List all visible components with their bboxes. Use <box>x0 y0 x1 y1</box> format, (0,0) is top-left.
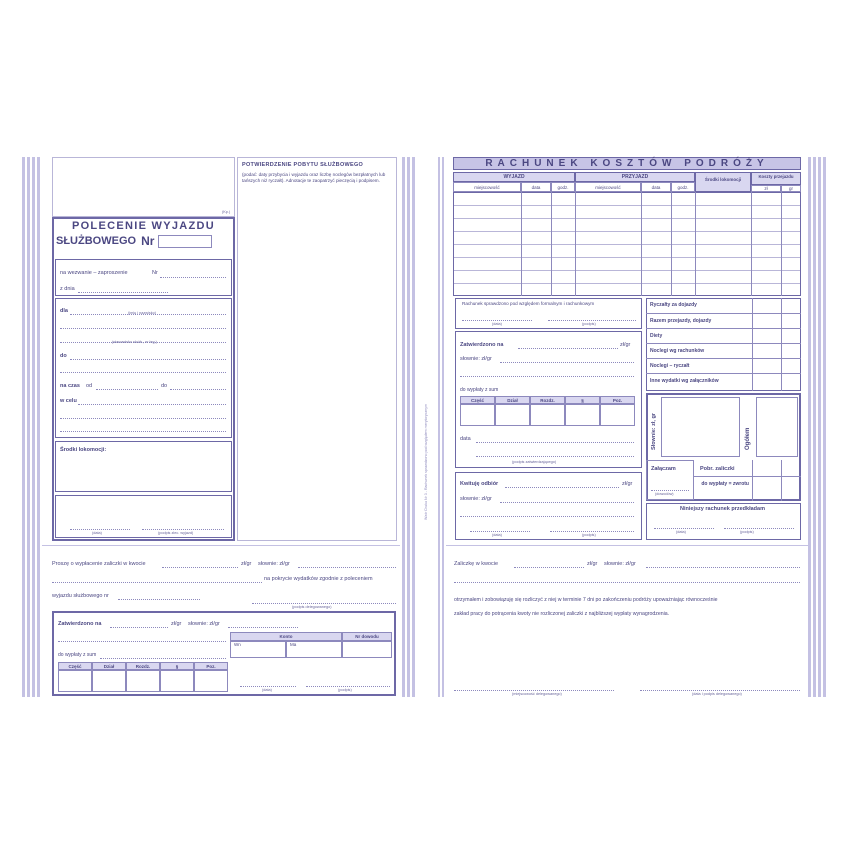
imie-nazwisko-hint: (imię i nazwisko) <box>128 311 157 315</box>
dowodow-hint: (dowodów) <box>655 492 674 496</box>
grid-col-line-8 <box>781 192 782 296</box>
bl-podpis-line[interactable] <box>306 686 390 687</box>
potwierdzenie-text: (podać: daty przybycia i wyjazdu oraz liczbę noclegów bezpłatnych lub tańszych niż ryczałt). Adnotacje te zaopatrzyć pieczęcią i podpisem. <box>242 172 386 184</box>
zatwierdzono-bottom-line[interactable] <box>110 627 168 628</box>
data-podpis-line[interactable] <box>640 690 800 691</box>
zl-col: zł <box>751 185 781 192</box>
od-label: od <box>86 383 93 389</box>
data-line-left[interactable] <box>70 529 130 530</box>
niniejszy-data-line[interactable] <box>654 528 714 529</box>
ma-label: Ma <box>290 642 297 647</box>
prosze-line-2[interactable] <box>52 582 262 583</box>
cost-row-razem: Razem przejazdy, dojazdy <box>650 318 712 324</box>
zaliczke-slownie-line[interactable] <box>646 567 800 568</box>
podpis-zatw-hint: (podpis zatwierdzającego) <box>512 460 557 464</box>
grid-col-line-1 <box>521 192 522 296</box>
bl-val-4[interactable] <box>160 670 194 692</box>
stamp-box <box>52 157 235 217</box>
cost-row-ryczalty: Ryczałty za dojazdy <box>650 302 697 308</box>
center-left-stripes <box>402 157 416 697</box>
zaliczke-slownie: słownie: zł/gr <box>604 561 636 567</box>
zaliczke-line[interactable] <box>514 567 584 568</box>
travel-grid[interactable] <box>453 192 801 296</box>
dla-line-2[interactable] <box>60 328 226 329</box>
niniejszy-label: Niniejszy rachunek przedkładam <box>680 506 765 512</box>
miejscowosc-hint: (miejscowość delegowanego) <box>512 692 562 696</box>
zaliczke-zlgr: zł/gr <box>587 561 598 567</box>
sprawdzono-podpis-hint: (podpis) <box>582 322 596 326</box>
pobr-zaliczki-label: Pobr. zaliczki <box>700 466 735 472</box>
data-label-2: data <box>460 436 471 442</box>
zalaczam-line[interactable] <box>651 490 689 491</box>
miejscowosc-line[interactable] <box>454 690 614 691</box>
nr-label: Nr <box>141 234 155 248</box>
left-edge-stripes <box>22 157 42 697</box>
kwituje-zlgr: zł/gr <box>622 481 633 487</box>
zatwierdzono-line[interactable] <box>518 348 618 349</box>
do2-line[interactable] <box>170 389 226 390</box>
w-celu-line[interactable] <box>78 404 226 405</box>
sprawdzono-data-line[interactable] <box>462 320 532 321</box>
kwituje-podpis-hint: (podpis) <box>582 533 596 537</box>
cost-line-4 <box>646 358 801 359</box>
miejscowosc-col-2: miejscowość <box>575 182 641 192</box>
pobr-col-2 <box>781 460 782 501</box>
zaliczke-line-2[interactable] <box>454 582 800 583</box>
cost-row-noclegi-rach: Noclegi wg rachunków <box>650 348 705 354</box>
slownie-side-label: Słownie: zł, gr <box>651 413 657 450</box>
bl-val-2[interactable] <box>92 670 126 692</box>
podpis-del-line[interactable] <box>252 603 396 604</box>
bl-col-czesc: Część <box>58 662 92 670</box>
cost-row-diety: Diety <box>650 333 663 339</box>
zatwierdzono-bottom-line-2[interactable] <box>58 641 226 642</box>
ogolem-label: Ogółem <box>745 427 751 450</box>
kwituje-data-hint: (data) <box>492 533 502 537</box>
kp-label: (Kp.) <box>222 210 231 214</box>
zatwierdzono-label: Zatwierdzono na <box>460 342 504 348</box>
rp-col-czesc: Część <box>460 396 495 404</box>
data-line-2[interactable] <box>476 442 634 443</box>
nr-field[interactable] <box>158 235 212 248</box>
data-col-2: data <box>641 182 671 192</box>
grid-col-line-3 <box>575 192 576 296</box>
rp-val-2[interactable] <box>495 404 530 426</box>
wyjazdu-line[interactable] <box>118 599 200 600</box>
niniejszy-data-hint: (data) <box>676 530 686 534</box>
kwituje-label: Kwituję odbiór <box>460 481 499 487</box>
grid-col-line-2 <box>551 192 552 296</box>
slownie-line[interactable] <box>500 362 634 363</box>
grid-col-line-6 <box>695 192 696 296</box>
podpis-zatw-line[interactable] <box>476 456 634 457</box>
bl-val-1[interactable] <box>58 670 92 692</box>
data-hint-left: (data) <box>92 531 102 535</box>
rp-val-4[interactable] <box>565 404 600 426</box>
rp-val-3[interactable] <box>530 404 565 426</box>
cost-line-3 <box>646 343 801 344</box>
z-dnia-label: z dnia <box>60 286 75 292</box>
w-celu-line-3[interactable] <box>60 431 226 432</box>
bl-col-poz: Poz. <box>194 662 228 670</box>
kwituje-line-2[interactable] <box>460 516 634 517</box>
srodki-header: Środki lokomocji <box>695 172 751 192</box>
od-line[interactable] <box>96 389 158 390</box>
z-dnia-line[interactable] <box>78 292 168 293</box>
do2-label: do <box>161 383 168 389</box>
bl-col-rozdz: Rozdz. <box>126 662 160 670</box>
cost-col-2 <box>781 298 782 391</box>
title-line-1: POLECENIE WYJAZDU <box>71 220 216 232</box>
otrzymalem-text: otrzymałem i zobowiązuję się rozliczyć z niej w terminie 7 dni po zakończeniu podróży upoważniając równocześnie <box>454 597 718 603</box>
rp-col-poz: Poz. <box>600 396 635 404</box>
section-divider-right <box>446 545 808 546</box>
miejscowosc-col-1: miejscowość <box>453 182 521 192</box>
potwierdzenie-frame <box>237 157 397 541</box>
nr-dowodu-cell[interactable] <box>342 641 392 658</box>
slownie-area[interactable] <box>661 397 740 457</box>
konto-header: Konto <box>230 632 342 641</box>
cost-line-1 <box>646 313 801 314</box>
bl-data-line[interactable] <box>240 686 296 687</box>
niniejszy-podpis-hint: (podpis) <box>740 530 754 534</box>
godz-col-1: godz. <box>551 182 575 192</box>
zaliczke-label: Zaliczkę w kwocie <box>454 561 499 567</box>
kwituje-slownie: słownie: zł/gr <box>460 496 492 502</box>
kwituje-slownie-line[interactable] <box>500 502 634 503</box>
na-pokrycie-label: na pokrycie wydatków zgodnie z poleceniem <box>264 576 373 582</box>
grid-col-line-5 <box>671 192 672 296</box>
rp-col-paragraf: § <box>565 396 600 404</box>
polecenie-title <box>56 220 231 248</box>
section-divider-left <box>42 545 400 546</box>
bl-val-5[interactable] <box>194 670 228 692</box>
na-czas-label: na czas <box>60 383 80 389</box>
prosze-slownie: słownie: zł/gr <box>258 561 290 567</box>
rp-val-5[interactable] <box>600 404 635 426</box>
rp-val-1[interactable] <box>460 404 495 426</box>
zatwierdzono-bottom-slownie-line[interactable] <box>228 627 298 628</box>
w-celu-label: w celu <box>60 398 77 404</box>
prosze-line[interactable] <box>162 567 238 568</box>
cost-col-1 <box>752 298 753 391</box>
ogolem-value[interactable] <box>756 397 798 457</box>
srodki-label: Środki lokomocji: <box>60 447 107 453</box>
right-edge-stripes <box>808 157 828 697</box>
bl-col-paragraf: § <box>160 662 194 670</box>
wn-label: Wn <box>234 642 241 647</box>
kwituje-data-line[interactable] <box>470 531 530 532</box>
rp-col-dzial: Dział <box>495 396 530 404</box>
przyjazd-header: PRZYJAZD <box>575 172 695 182</box>
pobr-col <box>752 460 753 501</box>
pobr-line <box>694 476 801 477</box>
sprawdzono-podpis-line[interactable] <box>548 320 636 321</box>
potwierdzenie-title: POTWIERDZENIE POBYTU SŁUŻBOWEGO <box>242 162 364 168</box>
bl-do-wyplaty-line[interactable] <box>100 658 226 659</box>
nr-short-label: Nr <box>152 270 158 276</box>
gr-col: gr <box>781 185 801 192</box>
zatwierdzono-bottom-zlgr: zł/gr <box>171 621 182 627</box>
cost-line-2 <box>646 328 801 329</box>
kwituje-line[interactable] <box>505 487 619 488</box>
zatwierdzono-bottom-label: Zatwierdzono na <box>58 621 102 627</box>
stanowisko-hint: (stanowisko służb., nr leg.) <box>112 340 157 344</box>
podpis-box <box>55 495 232 538</box>
center-right-stripes <box>436 157 446 697</box>
side-vertical-text: Wzór Druku Nr 3 - Rachunek sprawdzono pod względem merytorycznym <box>424 403 428 520</box>
data-podpis-hint: (data i podpis delegowanego) <box>692 692 742 696</box>
wyjazd-header: WYJAZD <box>453 172 575 182</box>
grid-col-line-4 <box>641 192 642 296</box>
ma-cell[interactable] <box>286 641 342 658</box>
cost-row-noclegi-rycz: Noclegi – ryczałt <box>650 363 690 369</box>
podpis-del-hint: (podpis delegowanego) <box>292 605 332 609</box>
do-line-2[interactable] <box>60 372 226 373</box>
sprawdzono-data-hint: (data) <box>492 322 502 326</box>
cost-row-inne: Inne wydatki wg załączników <box>650 378 719 384</box>
zatwierdzono-zlgr: zł/gr <box>620 342 631 348</box>
wn-cell[interactable] <box>230 641 286 658</box>
zalaczam-label: Załączam <box>651 466 676 472</box>
do-line[interactable] <box>70 359 226 360</box>
rp-col-rozdz: Rozdz. <box>530 396 565 404</box>
sprawdzono-label: Rachunek sprawdzono pod względem formalnym i rachunkowym <box>462 301 595 306</box>
do-wyplaty-zwrotu-label: do wypłaty = zwrotu <box>701 481 749 487</box>
bl-val-3[interactable] <box>126 670 160 692</box>
title-line-2: SŁUŻBOWEGO <box>56 235 137 247</box>
zatwierdzono-bottom-slownie: słownie: zł/gr <box>188 621 220 627</box>
podpis-line-left[interactable] <box>142 529 224 530</box>
slownie-line-2[interactable] <box>460 376 634 377</box>
prosze-label: Proszę o wypłacenie zaliczki w kwocie <box>52 561 146 567</box>
wezwanie-line[interactable] <box>160 277 226 278</box>
podpis-hint-left: (podpis zlec. wyjazd) <box>158 531 194 535</box>
do-label: do <box>60 353 67 359</box>
cost-line-5 <box>646 373 801 374</box>
dla-label: dla <box>60 308 68 314</box>
niniejszy-podpis-line[interactable] <box>724 528 794 529</box>
koszty-header: Koszty przejazdu <box>751 172 801 185</box>
kwituje-podpis-line[interactable] <box>550 531 634 532</box>
slownie-label: słownie: zł/gr <box>460 356 492 362</box>
data-col-1: data <box>521 182 551 192</box>
bl-podpis-hint: (podpis) <box>338 688 352 692</box>
w-celu-line-2[interactable] <box>60 418 226 419</box>
bl-do-wyplaty-label: do wypłaty z sum <box>58 652 97 658</box>
rachunek-title: RACHUNEK KOSZTÓW PODRÓŻY <box>453 157 801 170</box>
wyjazdu-label: wyjazdu służbowego nr <box>52 593 109 599</box>
nr-dowodu-header: Nr dowodu <box>342 632 392 641</box>
prosze-zlgr: zł/gr <box>241 561 252 567</box>
zaklad-text: zakład pracy do potrącenia kwoty nie rozliczonej zaliczki z najbliższej wypłaty wynagrodzenia. <box>454 611 670 617</box>
na-wezwanie-label: na wezwanie – zaproszenie <box>60 270 128 276</box>
grid-col-line-7 <box>751 192 752 296</box>
bl-data-hint: (data) <box>262 688 272 692</box>
dla-box <box>55 298 232 438</box>
prosze-slownie-line[interactable] <box>298 567 396 568</box>
godz-col-2: godz. <box>671 182 695 192</box>
do-wyplaty-label: do wypłaty z sum <box>460 387 499 393</box>
bl-col-dzial: Dział <box>92 662 126 670</box>
